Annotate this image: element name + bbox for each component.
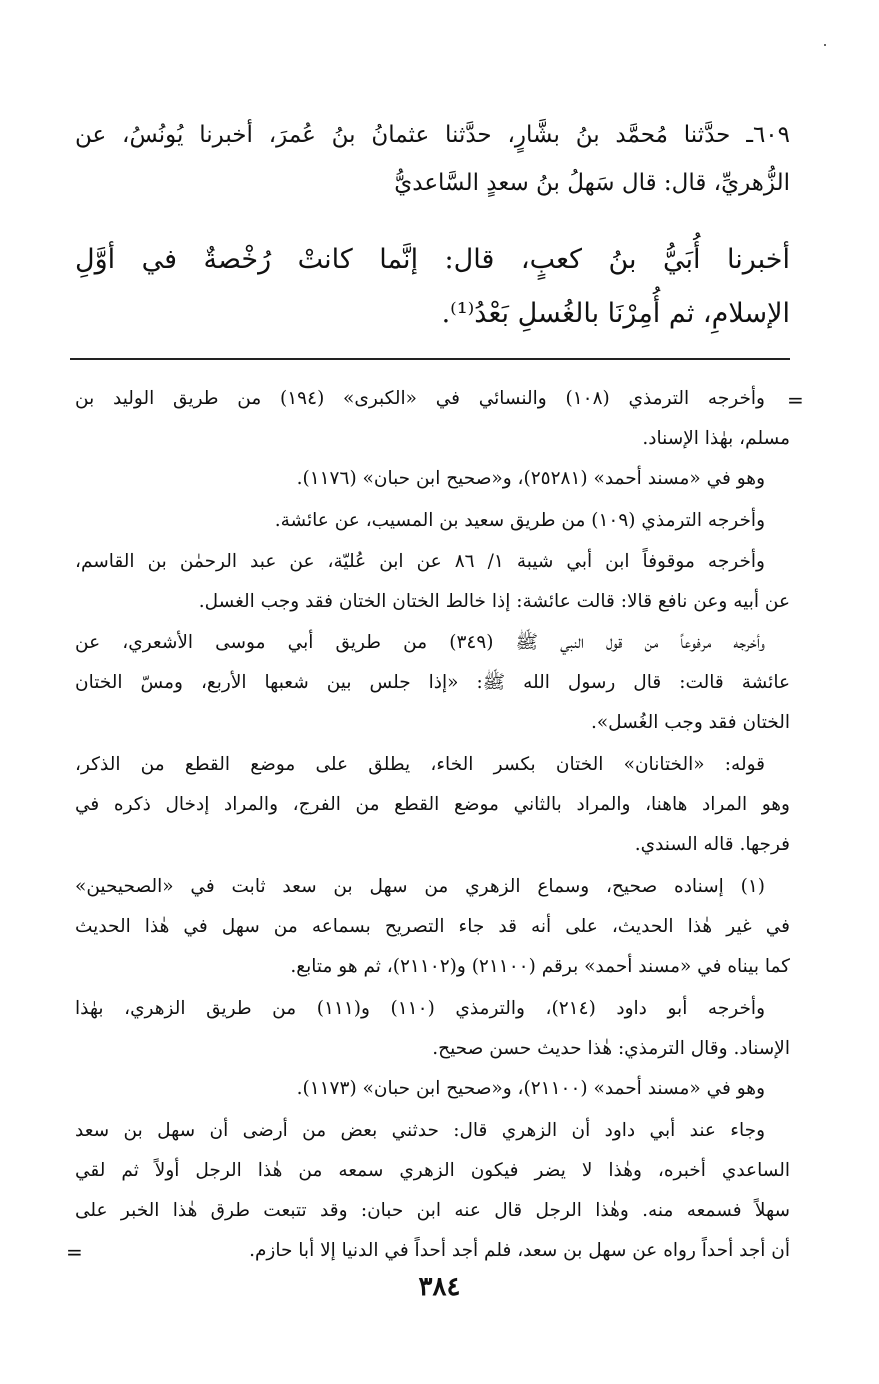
- footnote-line: الختان فقد وجب الغُسل».: [590, 712, 790, 733]
- footnote-separator: [70, 358, 790, 360]
- footnote-line: سهلاً فسمعه منه. وهٰذا الرجل قال عنه ابن حبان: وقد تتبعت طرق هٰذا الخبر على: [75, 1200, 790, 1221]
- speck: [824, 44, 826, 46]
- footnote-line: الساعدي أخبره، وهٰذا لا يضر فيكون الزهري سمعه من هٰذا الرجل أولاً ثم لقي: [75, 1160, 790, 1181]
- page-number: ٣٨٤: [418, 1272, 461, 1302]
- footnote-line: في غير هٰذا الحديث، على أنه قد جاء التصريح بسماعه من سهل في هٰذا الحديث: [75, 916, 790, 937]
- footnote-line: أن أجد أحداً رواه عن سهل بن سعد، فلم أجد أحداً في الدنيا إلا أبا حازم.: [249, 1240, 790, 1261]
- quote-line-1: أخبرنا أُبَيُّ بنُ كعبٍ، قال: إنَّما كانتْ رُخْصةٌ في أوَّلِ: [75, 244, 790, 275]
- footnote-line: (١) إسناده صحيح، وسماع الزهري من سهل بن سعد ثابت في «الصحيحين»: [75, 876, 765, 897]
- footnote-line: الإسناد. وقال الترمذي: هٰذا حديث حسن صحيح.: [432, 1038, 790, 1059]
- footnote-line: وأخرجه أبو داود (٢١٤)، والترمذي (١١٠) و(١١١) من طريق الزهري، بهٰذا: [75, 998, 765, 1019]
- footnote-line: مسلم، بهٰذا الإسناد.: [642, 428, 790, 449]
- continuation-mark-bottom: =: [66, 1240, 83, 1264]
- footnote-line: قوله: «الختانان» الختان بكسر الخاء، يطلق على موضع القطع من الذكر،: [75, 754, 765, 775]
- footnote-line: عن أبيه وعن نافع قالا: قالت عائشة: إذا خالط الختان الختان فقد وجب الغسل.: [198, 591, 790, 612]
- hadith-line-2: الزُّهريِّ، قال: قال سَهلُ بنُ سعدٍ السَّاعديُّ: [394, 170, 790, 196]
- footnote-line: وأخرجه مرفوعاً من قول النبي ﷺ (٣٤٩) من طريق أبي موسى الأشعري، عن: [75, 632, 765, 653]
- footnote-line: فرجها. قاله السندي.: [634, 834, 790, 855]
- footnote-line: وهو المراد هاهنا، والمراد بالثاني موضع القطع من الفرج، والمراد إدخال ذكره في: [75, 794, 790, 815]
- footnote-line: وأخرجه موقوفاً ابن أبي شيبة ١/ ٨٦ عن ابن عُليّة، عن عبد الرحمٰن بن القاسم،: [75, 551, 765, 572]
- footnote-line: وهو في «مسند أحمد» (٢٥٢٨١)، و«صحيح ابن حبان» (١١٧٦).: [296, 468, 765, 489]
- footnote-line: كما بيناه في «مسند أحمد» برقم (٢١١٠٠) و(٢١١٠٢)، ثم هو متابع.: [290, 956, 790, 977]
- footnote-line: عائشة قالت: قال رسول الله ﷺ: «إذا جلس بين شعبها الأربع، ومسّ الختان: [75, 672, 790, 693]
- continuation-mark-top: =: [787, 388, 804, 412]
- quote-line-2: الإسلامِ، ثم أُمِرْنَا بالغُسلِ بَعْدُ⁽¹⁾.: [441, 298, 790, 329]
- footnote-line: وأخرجه الترمذي (١٠٩) من طريق سعيد بن المسيب، عن عائشة.: [274, 510, 765, 531]
- footnote-line: وهو في «مسند أحمد» (٢١١٠٠)، و«صحيح ابن حبان» (١١٧٣).: [296, 1078, 765, 1099]
- hadith-line-1: ٦٠٩ـ حدَّثنا مُحمَّد بنُ بشَّارٍ، حدَّثنا عثمانُ بنُ عُمرَ، أخبرنا يُونُسُ، عن: [75, 122, 790, 148]
- footnote-line: وجاء عند أبي داود أن الزهري قال: حدثني بعض من أرضى أن سهل بن سعد: [75, 1120, 765, 1141]
- footnote-line: وأخرجه الترمذي (١٠٨) والنسائي في «الكبرى» (١٩٤) من طريق الوليد بن: [75, 388, 765, 409]
